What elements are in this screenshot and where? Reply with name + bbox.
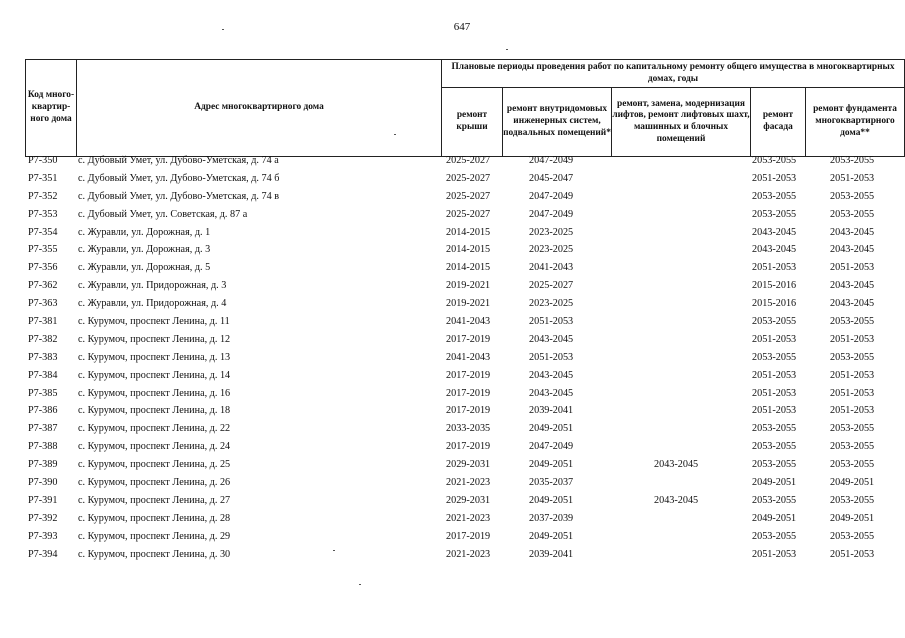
header-lifts-text: ремонт, замена, модернизация лифтов, ремонт лифтовых шахт, машинных и блочных помещений bbox=[612, 98, 750, 144]
cell-roof: 2029-2031 bbox=[446, 494, 491, 506]
header-address-text: Адрес многоквартирного дома bbox=[194, 102, 324, 113]
cell-address: с. Курумоч, проспект Ленина, д. 28 bbox=[78, 512, 231, 524]
header-periods-text: Плановые периоды проведения работ по капитальному ремонту общего имущества в многоквартирных домах, годы bbox=[451, 61, 895, 84]
cell-facade: 2051-2053 bbox=[752, 262, 797, 274]
cell-facade: 2053-2055 bbox=[752, 459, 797, 471]
table-row bbox=[0, 242, 905, 260]
cell-foundation: 2043-2045 bbox=[830, 244, 875, 256]
cell-roof: 2029-2031 bbox=[446, 459, 491, 471]
scan-speck bbox=[394, 134, 396, 135]
cell-foundation: 2053-2055 bbox=[830, 530, 875, 542]
cell-foundation: 2051-2053 bbox=[830, 405, 875, 417]
cell-address: с. Курумоч, проспект Ленина, д. 18 bbox=[78, 405, 231, 417]
table-row bbox=[0, 207, 905, 225]
cell-facade: 2015-2016 bbox=[752, 280, 797, 292]
cell-foundation: 2043-2045 bbox=[830, 280, 875, 292]
cell-address: с. Дубовый Умет, ул. Советская, д. 87 а bbox=[78, 208, 248, 220]
cell-code: Р7-352 bbox=[28, 190, 58, 202]
cell-engineering: 2047-2049 bbox=[529, 208, 574, 220]
cell-engineering: 2023-2025 bbox=[529, 298, 574, 310]
header-engineering bbox=[502, 87, 612, 157]
cell-foundation: 2053-2055 bbox=[830, 459, 875, 471]
cell-address: с. Курумоч, проспект Ленина, д. 22 bbox=[78, 423, 231, 435]
cell-code: Р7-384 bbox=[28, 369, 58, 381]
cell-facade: 2043-2045 bbox=[752, 244, 797, 256]
cell-engineering: 2047-2049 bbox=[529, 190, 574, 202]
cell-engineering: 2049-2051 bbox=[529, 459, 574, 471]
table-row bbox=[0, 421, 905, 439]
cell-address: с. Журавли, ул. Придорожная, д. 3 bbox=[78, 280, 227, 292]
cell-foundation: 2053-2055 bbox=[830, 190, 875, 202]
cell-code: Р7-351 bbox=[28, 172, 58, 184]
table-row bbox=[0, 439, 905, 457]
cell-facade: 2053-2055 bbox=[752, 208, 797, 220]
cell-facade: 2053-2055 bbox=[752, 423, 797, 435]
cell-address: с. Журавли, ул. Дорожная, д. 5 bbox=[78, 262, 211, 274]
cell-roof: 2021-2023 bbox=[446, 477, 491, 489]
cell-facade: 2049-2051 bbox=[752, 512, 797, 524]
cell-facade: 2053-2055 bbox=[752, 351, 797, 363]
cell-address: с. Дубовый Умет, ул. Дубово-Уметская, д. 74 в bbox=[78, 190, 280, 202]
cell-roof: 2017-2019 bbox=[446, 441, 491, 453]
cell-roof: 2025-2027 bbox=[446, 155, 491, 166]
header-engineering-text: ремонт внутридомовых инженерных систем, подвальных помещений* bbox=[503, 104, 611, 138]
table-row bbox=[0, 296, 905, 314]
cell-facade: 2053-2055 bbox=[752, 316, 797, 328]
cell-address: с. Дубовый Умет, ул. Дубово-Уметская, д. 74 а bbox=[78, 155, 279, 166]
cell-code: Р7-390 bbox=[28, 477, 58, 489]
table-row bbox=[0, 332, 905, 350]
cell-engineering: 2039-2041 bbox=[529, 548, 574, 560]
table-row bbox=[0, 278, 905, 296]
table-row bbox=[0, 529, 905, 547]
cell-roof: 2017-2019 bbox=[446, 387, 491, 399]
cell-facade: 2053-2055 bbox=[752, 441, 797, 453]
cell-roof: 2041-2043 bbox=[446, 351, 491, 363]
cell-facade: 2043-2045 bbox=[752, 226, 797, 238]
cell-code: Р7-392 bbox=[28, 512, 58, 524]
cell-engineering: 2039-2041 bbox=[529, 405, 574, 417]
scan-speck bbox=[222, 29, 224, 30]
header-facade bbox=[750, 87, 806, 157]
cell-address: с. Курумоч, проспект Ленина, д. 11 bbox=[78, 316, 230, 328]
cell-foundation: 2043-2045 bbox=[830, 298, 875, 310]
cell-code: Р7-388 bbox=[28, 441, 58, 453]
cell-foundation: 2053-2055 bbox=[830, 351, 875, 363]
cell-foundation: 2049-2051 bbox=[830, 477, 875, 489]
cell-roof: 2017-2019 bbox=[446, 530, 491, 542]
cell-facade: 2051-2053 bbox=[752, 405, 797, 417]
cell-address: с. Курумоч, проспект Ленина, д. 14 bbox=[78, 369, 231, 381]
table-row bbox=[0, 260, 905, 278]
cell-engineering: 2045-2047 bbox=[529, 172, 574, 184]
cell-address: с. Курумоч, проспект Ленина, д. 16 bbox=[78, 387, 231, 399]
cell-code: Р7-362 bbox=[28, 280, 58, 292]
cell-engineering: 2037-2039 bbox=[529, 512, 574, 524]
cell-address: с. Журавли, ул. Придорожная, д. 4 bbox=[78, 298, 227, 310]
header-facade-text: ремонт фасада bbox=[762, 110, 794, 132]
cell-address: с. Дубовый Умет, ул. Дубово-Уметская, д. 74 б bbox=[78, 172, 280, 184]
cell-engineering: 2025-2027 bbox=[529, 280, 574, 292]
cell-engineering: 2051-2053 bbox=[529, 316, 574, 328]
cell-code: Р7-355 bbox=[28, 244, 58, 256]
cell-address: с. Курумоч, проспект Ленина, д. 27 bbox=[78, 494, 231, 506]
cell-foundation: 2053-2055 bbox=[830, 316, 875, 328]
cell-roof: 2017-2019 bbox=[446, 369, 491, 381]
cell-address: с. Курумоч, проспект Ленина, д. 13 bbox=[78, 351, 231, 363]
cell-address: с. Курумоч, проспект Ленина, д. 30 bbox=[78, 548, 231, 560]
table-row bbox=[0, 457, 905, 475]
cell-facade: 2051-2053 bbox=[752, 369, 797, 381]
cell-engineering: 2049-2051 bbox=[529, 494, 574, 506]
cell-code: Р7-386 bbox=[28, 405, 58, 417]
table-row bbox=[0, 225, 905, 243]
cell-lifts: 2043-2045 bbox=[654, 494, 699, 506]
cell-code: Р7-393 bbox=[28, 530, 58, 542]
cell-facade: 2051-2053 bbox=[752, 333, 797, 345]
cell-roof: 2014-2015 bbox=[446, 262, 491, 274]
header-address bbox=[76, 59, 442, 157]
cell-roof: 2019-2021 bbox=[446, 280, 491, 292]
cell-address: с. Курумоч, проспект Ленина, д. 26 bbox=[78, 477, 231, 489]
table-row bbox=[0, 153, 905, 171]
cell-roof: 2021-2023 bbox=[446, 548, 491, 560]
cell-foundation: 2051-2053 bbox=[830, 387, 875, 399]
cell-code: Р7-356 bbox=[28, 262, 58, 274]
cell-roof: 2017-2019 bbox=[446, 405, 491, 417]
table-row bbox=[0, 189, 905, 207]
cell-roof: 2014-2015 bbox=[446, 244, 491, 256]
cell-roof: 2025-2027 bbox=[446, 208, 491, 220]
cell-code: Р7-387 bbox=[28, 423, 58, 435]
cell-address: с. Журавли, ул. Дорожная, д. 1 bbox=[78, 226, 211, 238]
table-row bbox=[0, 368, 905, 386]
cell-facade: 2049-2051 bbox=[752, 477, 797, 489]
cell-facade: 2051-2053 bbox=[752, 172, 797, 184]
table-row bbox=[0, 314, 905, 332]
cell-address: с. Журавли, ул. Дорожная, д. 3 bbox=[78, 244, 211, 256]
table-row bbox=[0, 171, 905, 189]
scan-speck bbox=[506, 49, 508, 50]
header-foundation bbox=[805, 87, 905, 157]
cell-foundation: 2051-2053 bbox=[830, 262, 875, 274]
table-row bbox=[0, 547, 905, 565]
cell-address: с. Курумоч, проспект Ленина, д. 29 bbox=[78, 530, 231, 542]
cell-engineering: 2049-2051 bbox=[529, 530, 574, 542]
cell-address: с. Курумоч, проспект Ленина, д. 24 bbox=[78, 441, 231, 453]
header-code bbox=[25, 59, 77, 157]
cell-code: Р7-363 bbox=[28, 298, 58, 310]
cell-code: Р7-389 bbox=[28, 459, 58, 471]
cell-engineering: 2049-2051 bbox=[529, 423, 574, 435]
cell-engineering: 2041-2043 bbox=[529, 262, 574, 274]
header-roof bbox=[441, 87, 503, 157]
cell-roof: 2021-2023 bbox=[446, 512, 491, 524]
header-foundation-text: ремонт фундамента многоквартирного дома** bbox=[813, 104, 897, 138]
cell-facade: 2051-2053 bbox=[752, 387, 797, 399]
cell-facade: 2053-2055 bbox=[752, 155, 797, 166]
cell-code: Р7-391 bbox=[28, 494, 58, 506]
cell-code: Р7-382 bbox=[28, 333, 58, 345]
page-number: 647 bbox=[453, 21, 471, 33]
table-row bbox=[0, 493, 905, 511]
cell-code: Р7-353 bbox=[28, 208, 58, 220]
cell-engineering: 2051-2053 bbox=[529, 351, 574, 363]
cell-roof: 2014-2015 bbox=[446, 226, 491, 238]
cell-code: Р7-385 bbox=[28, 387, 58, 399]
cell-engineering: 2047-2049 bbox=[529, 441, 574, 453]
cell-facade: 2053-2055 bbox=[752, 190, 797, 202]
cell-roof: 2033-2035 bbox=[446, 423, 491, 435]
table-row bbox=[0, 475, 905, 493]
header-code-text: Код много-квартир-ного дома bbox=[27, 90, 75, 124]
cell-lifts: 2043-2045 bbox=[654, 459, 699, 471]
header-roof-text: ремонт крыши bbox=[456, 110, 488, 132]
cell-engineering: 2035-2037 bbox=[529, 477, 574, 489]
cell-foundation: 2053-2055 bbox=[830, 494, 875, 506]
cell-code: Р7-350 bbox=[28, 155, 58, 166]
cell-foundation: 2051-2053 bbox=[830, 369, 875, 381]
cell-code: Р7-383 bbox=[28, 351, 58, 363]
cell-address: с. Курумоч, проспект Ленина, д. 12 bbox=[78, 333, 231, 345]
table-row bbox=[0, 386, 905, 404]
cell-foundation: 2053-2055 bbox=[830, 423, 875, 435]
header-periods bbox=[441, 59, 905, 88]
scan-speck bbox=[359, 584, 361, 585]
cell-roof: 2017-2019 bbox=[446, 333, 491, 345]
table-row bbox=[0, 511, 905, 529]
table-row bbox=[0, 350, 905, 368]
cell-foundation: 2051-2053 bbox=[830, 548, 875, 560]
cell-facade: 2015-2016 bbox=[752, 298, 797, 310]
table-body bbox=[0, 153, 905, 564]
cell-code: Р7-381 bbox=[28, 316, 58, 328]
cell-code: Р7-354 bbox=[28, 226, 58, 238]
cell-engineering: 2043-2045 bbox=[529, 369, 574, 381]
cell-facade: 2051-2053 bbox=[752, 548, 797, 560]
cell-facade: 2053-2055 bbox=[752, 530, 797, 542]
header-lifts bbox=[611, 87, 751, 157]
cell-roof: 2041-2043 bbox=[446, 316, 491, 328]
cell-foundation: 2043-2045 bbox=[830, 226, 875, 238]
cell-roof: 2025-2027 bbox=[446, 172, 491, 184]
scan-speck bbox=[333, 550, 335, 551]
cell-engineering: 2043-2045 bbox=[529, 387, 574, 399]
cell-engineering: 2023-2025 bbox=[529, 244, 574, 256]
table-row bbox=[0, 403, 905, 421]
cell-roof: 2025-2027 bbox=[446, 190, 491, 202]
cell-foundation: 2051-2053 bbox=[830, 333, 875, 345]
cell-foundation: 2053-2055 bbox=[830, 441, 875, 453]
cell-code: Р7-394 bbox=[28, 548, 58, 560]
cell-engineering: 2043-2045 bbox=[529, 333, 574, 345]
cell-engineering: 2023-2025 bbox=[529, 226, 574, 238]
cell-engineering: 2047-2049 bbox=[529, 155, 574, 166]
cell-address: с. Курумоч, проспект Ленина, д. 25 bbox=[78, 459, 231, 471]
cell-foundation: 2053-2055 bbox=[830, 208, 875, 220]
cell-roof: 2019-2021 bbox=[446, 298, 491, 310]
cell-foundation: 2053-2055 bbox=[830, 155, 875, 166]
cell-foundation: 2051-2053 bbox=[830, 172, 875, 184]
cell-facade: 2053-2055 bbox=[752, 494, 797, 506]
cell-foundation: 2049-2051 bbox=[830, 512, 875, 524]
